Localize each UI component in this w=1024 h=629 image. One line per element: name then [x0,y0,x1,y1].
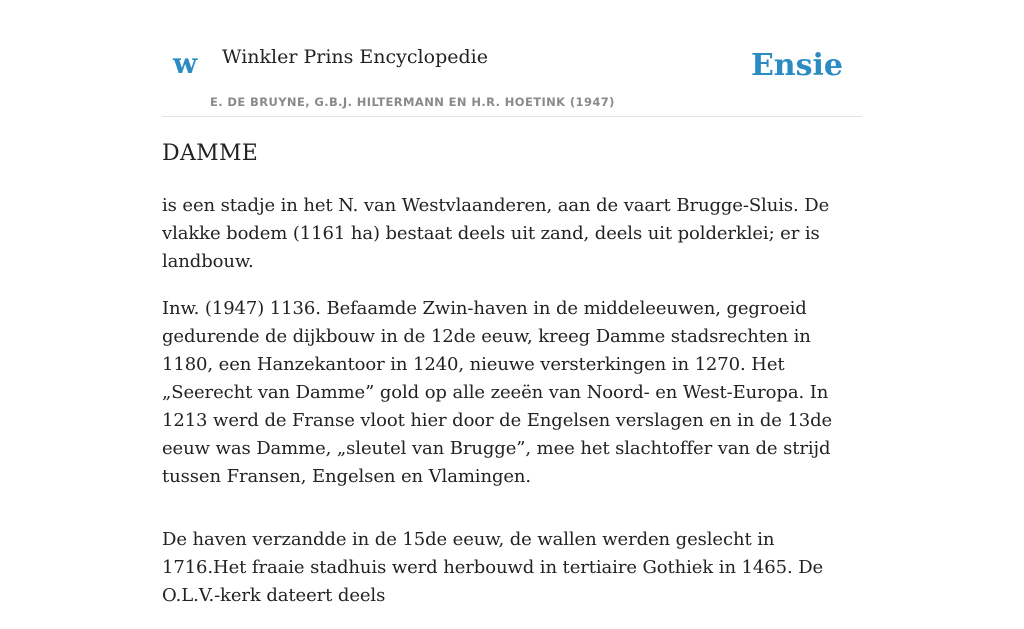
publication-logo-icon[interactable]: w [173,47,198,80]
entry-title: DAMME [162,141,259,166]
article-paragraph: De haven verzandde in de 15de eeuw, de wallen werden geslecht in 1716.Het fraaie stadhuis werd herbouwd in tertiaire Gothiek in 1465. De O.L.V.-kerk dateert deels [162,528,824,606]
site-header [162,0,862,117]
ensie-logo[interactable]: Ensie [750,48,843,83]
article-paragraph: Inw. (1947) 1136. Befaamde Zwin-haven in de middeleeuwen, gegroeid gedurende de dijkbouw in de 12de eeuw, kreeg Damme stadsrechten in 1180, een Hanzekantoor in 1240, nieuwe versterkingen in 1270. Het „Seerecht van Damme” gold op alle zeeën van Noord- en West-Europa. In 1213 werd de Franse vloot hier door de Engelsen verslagen en in de 13de eeuw was Damme, „sleutel van Brugge”, mee het slachtoffer van de strijd tussen Fransen, Engelsen en Vlamingen. [162,297,833,487]
publication-title[interactable]: Winkler Prins Encyclopedie [222,46,488,68]
publication-authors: E. DE BRUYNE, G.B.J. HILTERMANN EN H.R. HOETINK (1947) [210,95,615,109]
article [162,140,862,629]
article-paragraph: is een stadje in het N. van Westvlaanderen, aan de vaart Brugge-Sluis. De vlakke bodem (1161 ha) bestaat deels uit zand, deels uit polderklei; er is landbouw. [162,194,830,272]
